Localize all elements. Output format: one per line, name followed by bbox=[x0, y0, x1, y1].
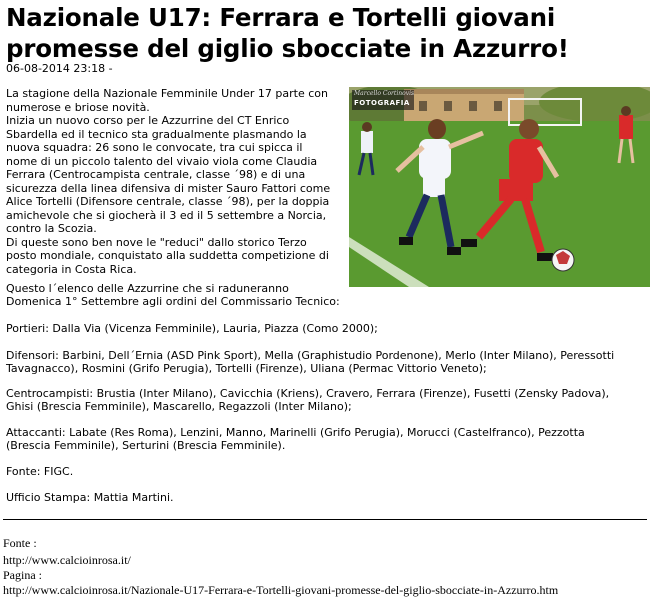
photo-watermark-label: FOTOGRAFIA bbox=[354, 99, 410, 107]
article-photo bbox=[349, 87, 650, 287]
list-intro-line-2: Domenica 1° Settembre agli ordini del Commissario Tecnico: bbox=[6, 295, 340, 308]
list-intro-line-1: Questo l´elenco delle Azzurrine che si raduneranno bbox=[6, 282, 289, 295]
intro-line: Sbardella ed il tecnico sta gradualmente plasmando la bbox=[6, 127, 307, 141]
article-intro bbox=[6, 87, 346, 276]
footer-divider bbox=[3, 519, 647, 520]
press-office-text: Ufficio Stampa: Mattia Martini. bbox=[6, 491, 174, 504]
footer-fonte-label: Fonte : bbox=[3, 536, 37, 550]
intro-line: Di queste sono ben nove le "reduci" dallo storico Terzo bbox=[6, 235, 307, 249]
photo-watermark-signature: Marcello Cortinovis bbox=[354, 90, 415, 97]
intro-line: amichevole che si giocherà il 3 ed il 5 settembre a Norcia, bbox=[6, 208, 327, 222]
attaccanti-line-1: Attaccanti: Labate (Res Roma), Lenzini, Manno, Marinelli (Grifo Perugia), Morucci (Castelfranco), Pezzotta bbox=[6, 426, 585, 439]
difensori-line-1: Difensori: Barbini, Dell´Ernia (ASD Pink Sport), Mella (Graphistudio Pordenone), Merlo (Inter Milano), Peressotti bbox=[6, 349, 615, 362]
intro-line: Alice Tortelli (Difensore centrale, classe ´98), per la doppia bbox=[6, 195, 330, 208]
attaccanti-line-2: (Brescia Femminile), Serturini (Brescia Femminile). bbox=[6, 439, 286, 452]
intro-line: nuova squadra: 26 sono le convocate, tra cui spicca il bbox=[6, 141, 303, 154]
centrocampisti-line-1: Centrocampisti: Brustia (Inter Milano), Cavicchia (Kriens), Cravero, Ferrara (Firenze), Fusetti (Zensky Padova), bbox=[6, 387, 610, 400]
footer-pagina-label: Pagina : bbox=[3, 568, 42, 582]
article-date: 06-08-2014 23:18 - bbox=[6, 62, 113, 75]
intro-line: contro la Scozia. bbox=[6, 222, 97, 235]
intro-line: La stagione della Nazionale Femminile Under 17 parte con bbox=[6, 87, 329, 100]
footer-pagina-url[interactable]: http://www.calcioinrosa.it/Nazionale-U17-Ferrara-e-Tortelli-giovani-promesse-del-giglio-sbocciate-in-Azzurro.htm bbox=[3, 583, 559, 597]
centrocampisti-line-2: Ghisi (Brescia Femminile), Mascarello, Regazzoli (Inter Milano); bbox=[6, 400, 352, 413]
intro-line: Ferrara (Centrocampista centrale, classe ´98) e di una bbox=[6, 168, 306, 181]
portieri-paragraph: Portieri: Dalla Via (Vicenza Femminile), Lauria, Piazza (Como 2000); bbox=[6, 322, 378, 335]
difensori-line-2: Tavagnacco), Rosmini (Grifo Perugia), Tortelli (Firenze), Uliana (Permac Vittorio Veneto); bbox=[6, 362, 487, 375]
article-title: Nazionale U17: Ferrara e Tortelli giovani promesse del giglio sbocciate in Azzurro! bbox=[6, 3, 569, 63]
intro-line: numerose e briose novità. bbox=[6, 100, 150, 114]
intro-line: nome di un piccolo talento del vivaio viola come Claudia bbox=[6, 154, 318, 168]
footer-fonte-url[interactable]: http://www.calcioinrosa.it/ bbox=[3, 553, 131, 567]
intro-line: sicurezza della linea difensiva di mister Sauro Fattori come bbox=[6, 181, 331, 195]
intro-line: categoria in Costa Rica. bbox=[6, 262, 137, 276]
source-text: Fonte: FIGC. bbox=[6, 465, 74, 478]
intro-line: posto mondiale, conquistato alla suddetta competizione di bbox=[6, 249, 329, 262]
intro-line: Inizia un nuovo corso per le Azzurrine del CT Enrico bbox=[6, 114, 290, 127]
